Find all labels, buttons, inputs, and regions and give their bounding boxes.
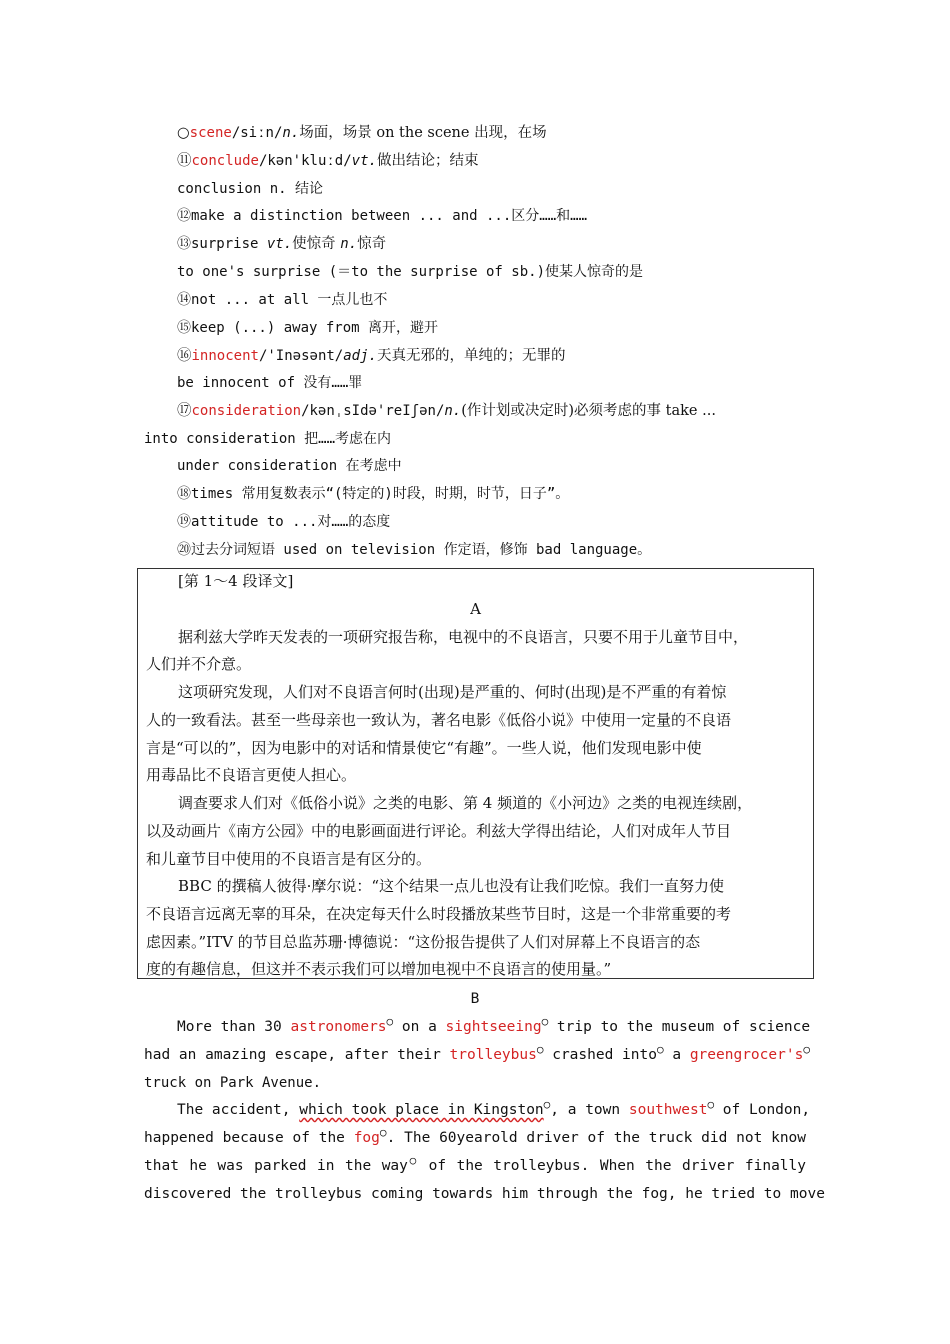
vocab-note-attitude: ⑲attitude to ...对……的态度: [177, 514, 391, 530]
annotation-circle: ○: [541, 1015, 549, 1029]
text-run: of the trolleybus. When the driver finally: [418, 1158, 806, 1174]
highlighted-word: sightseeing: [445, 1019, 542, 1035]
vocab-word: consideration: [191, 403, 302, 419]
vocab-note-under-consideration: under consideration 在考虑中: [177, 458, 402, 474]
vocab-note-innocent: [177, 346, 565, 366]
translation-line: 虑因素。”ITV 的节目总监苏珊·博德说：“这份报告提供了人们对屏幕上不良语言的态: [146, 933, 701, 951]
vocab-word: ⑬surprise: [177, 236, 267, 252]
definition: 场面，场景 on the scene 出现，在场: [299, 125, 547, 141]
vocab-word: scene: [189, 125, 232, 141]
vocab-note-distinction: ⑫make a distinction between ... and ...区分……和……: [177, 208, 588, 224]
definition: (作计划或决定时)必须考虑的事 take ...: [461, 403, 716, 419]
definition: 使惊奇: [292, 236, 341, 252]
text-run: The accident,: [177, 1102, 300, 1118]
phonetic: /kən'kluːd/: [258, 153, 352, 169]
text-run: crashed into: [543, 1047, 657, 1063]
translation-line: 用毒品比不良语言更使人担心。: [146, 766, 357, 784]
vocab-word: innocent: [191, 348, 259, 364]
translation-line: 以及动画片《南方公园》中的电影画面进行评论。利兹大学得出结论，人们对成年人节目: [146, 822, 732, 840]
definition: 天真无邪的，单纯的；无罪的: [376, 348, 566, 364]
part-of-speech: vt.: [351, 153, 377, 169]
translation-box: [137, 568, 814, 979]
note-marker: ⑪: [177, 153, 192, 169]
note-marker: ⑯: [177, 348, 192, 364]
translation-line: 人的一致看法。甚至一些母亲也一致认为，著名电影《低俗小说》中使用一定量的不良语: [146, 711, 732, 729]
translation-line: 据利兹大学昨天发表的一项研究报告称，电视中的不良语言，只要不用于儿童节目中，: [178, 628, 749, 646]
text-run: that he was parked in the way: [144, 1158, 408, 1174]
passage-line: [144, 1128, 806, 1148]
vocab-note-to-ones-surprise: to one's surprise (＝to the surprise of sb.)使某人惊奇的是: [177, 264, 644, 280]
passage-line: [177, 1015, 811, 1037]
vocab-note-surprise: [177, 234, 386, 254]
vocab-note-into-consideration: into consideration 把……考虑在内: [144, 431, 392, 447]
vocab-note-not-at-all: ⑭not ... at all 一点儿也不: [177, 292, 388, 308]
passage-line: truck on Park Avenue.: [144, 1075, 322, 1091]
passage-b-label: B: [470, 991, 480, 1007]
underlined-clause: which took place in Kingston: [299, 1102, 544, 1118]
vocab-note-be-innocent-of: be innocent of 没有……罪: [177, 375, 363, 391]
part-of-speech: n.: [282, 125, 300, 141]
phonetic: /kənˌsIdə'reIʃən/: [301, 403, 445, 419]
translation-line: 人们并不介意。: [146, 655, 252, 673]
text-run: a: [663, 1047, 690, 1063]
vocab-note-conclusion: conclusion n. 结论: [177, 181, 324, 197]
phonetic: /'Inəsənt/: [258, 348, 344, 364]
definition: 惊奇: [357, 236, 387, 252]
text-run: on a: [393, 1019, 446, 1035]
annotation-circle: ○: [543, 1098, 551, 1112]
passage-line: discovered the trolleybus coming towards him through the fog, he tried to move: [144, 1186, 825, 1202]
annotation-circle: ○: [536, 1043, 544, 1057]
translation-line: 不良语言远离无辜的耳朵，在决定每天什么时段播放某些节目时，这是一个非常重要的考: [146, 905, 732, 923]
vocab-note-conclude: [177, 151, 478, 171]
part-of-speech: adj.: [343, 348, 377, 364]
annotation-circle: ○: [707, 1098, 715, 1112]
text-run: happened because of the: [144, 1130, 354, 1146]
translation-line: 调查要求人们对《低俗小说》之类的电影、第 4 频道的《小河边》之类的电视连续剧，: [178, 794, 753, 812]
phonetic: /siːn/: [231, 125, 283, 141]
passage-line: [144, 1156, 806, 1176]
note-marker: ⑰: [177, 403, 192, 419]
part-of-speech: n.: [340, 236, 358, 252]
translation-heading: [第 1～4 段译文]: [178, 572, 294, 590]
translation-line: 这项研究发现，人们对不良语言何时(出现)是严重的、何时(出现)是不严重的有着惊: [178, 683, 727, 701]
annotation-circle: ○: [407, 1154, 419, 1168]
highlighted-word: astronomers: [290, 1019, 387, 1035]
part-of-speech: vt.: [266, 236, 293, 252]
vocab-note-scene: [177, 123, 547, 143]
highlighted-word: southwest: [628, 1102, 708, 1118]
annotation-circle: ○: [656, 1043, 664, 1057]
vocab-note-consideration: [177, 401, 716, 421]
translation-line: 和儿童节目中使用的不良语言是有区分的。: [146, 850, 432, 868]
definition: 做出结论；结束: [376, 153, 479, 169]
passage-line: [177, 1098, 811, 1120]
text-run: had an amazing escape, after their: [144, 1047, 450, 1063]
part-of-speech: n.: [444, 403, 462, 419]
annotation-circle: ○: [386, 1015, 394, 1029]
translation-line: BBC 的撰稿人彼得·摩尔说：“这个结果一点儿也没有让我们吃惊。我们一直努力使: [178, 877, 725, 895]
highlighted-word: greengrocer's: [689, 1047, 804, 1063]
vocab-note-times: ⑱times 常用复数表示“(特定的)时段，时期，时节，日子”。: [177, 486, 570, 502]
translation-line: 言是“可以的”，因为电影中的对话和情景使它“有趣”。一些人说，他们发现电影中使: [146, 739, 702, 757]
translation-line: 度的有趣信息，但这并不表示我们可以增加电视中不良语言的使用量。”: [146, 960, 612, 978]
text-run: . The 60yearold driver of the truck did not know: [386, 1130, 807, 1146]
vocab-word: conclude: [191, 153, 259, 169]
text-run: , a town: [550, 1102, 629, 1118]
text-run: trip to the museum of science: [548, 1019, 811, 1035]
annotation-circle: ○: [803, 1043, 810, 1057]
vocab-note-past-participle: ⑳过去分词短语 used on television 作定语，修饰 bad language。: [177, 542, 652, 558]
translation-section-label: A: [470, 600, 481, 618]
highlighted-word: fog: [353, 1130, 380, 1146]
passage-line: [144, 1043, 810, 1065]
annotation-circle: ○: [379, 1126, 387, 1140]
text-run: More than 30: [177, 1019, 291, 1035]
highlighted-word: trolleybus: [449, 1047, 537, 1063]
vocab-note-keep-away: ⑮keep (...) away from 离开，避开: [177, 320, 439, 336]
note-marker: ○: [177, 125, 190, 141]
text-run: of London,: [714, 1102, 811, 1118]
